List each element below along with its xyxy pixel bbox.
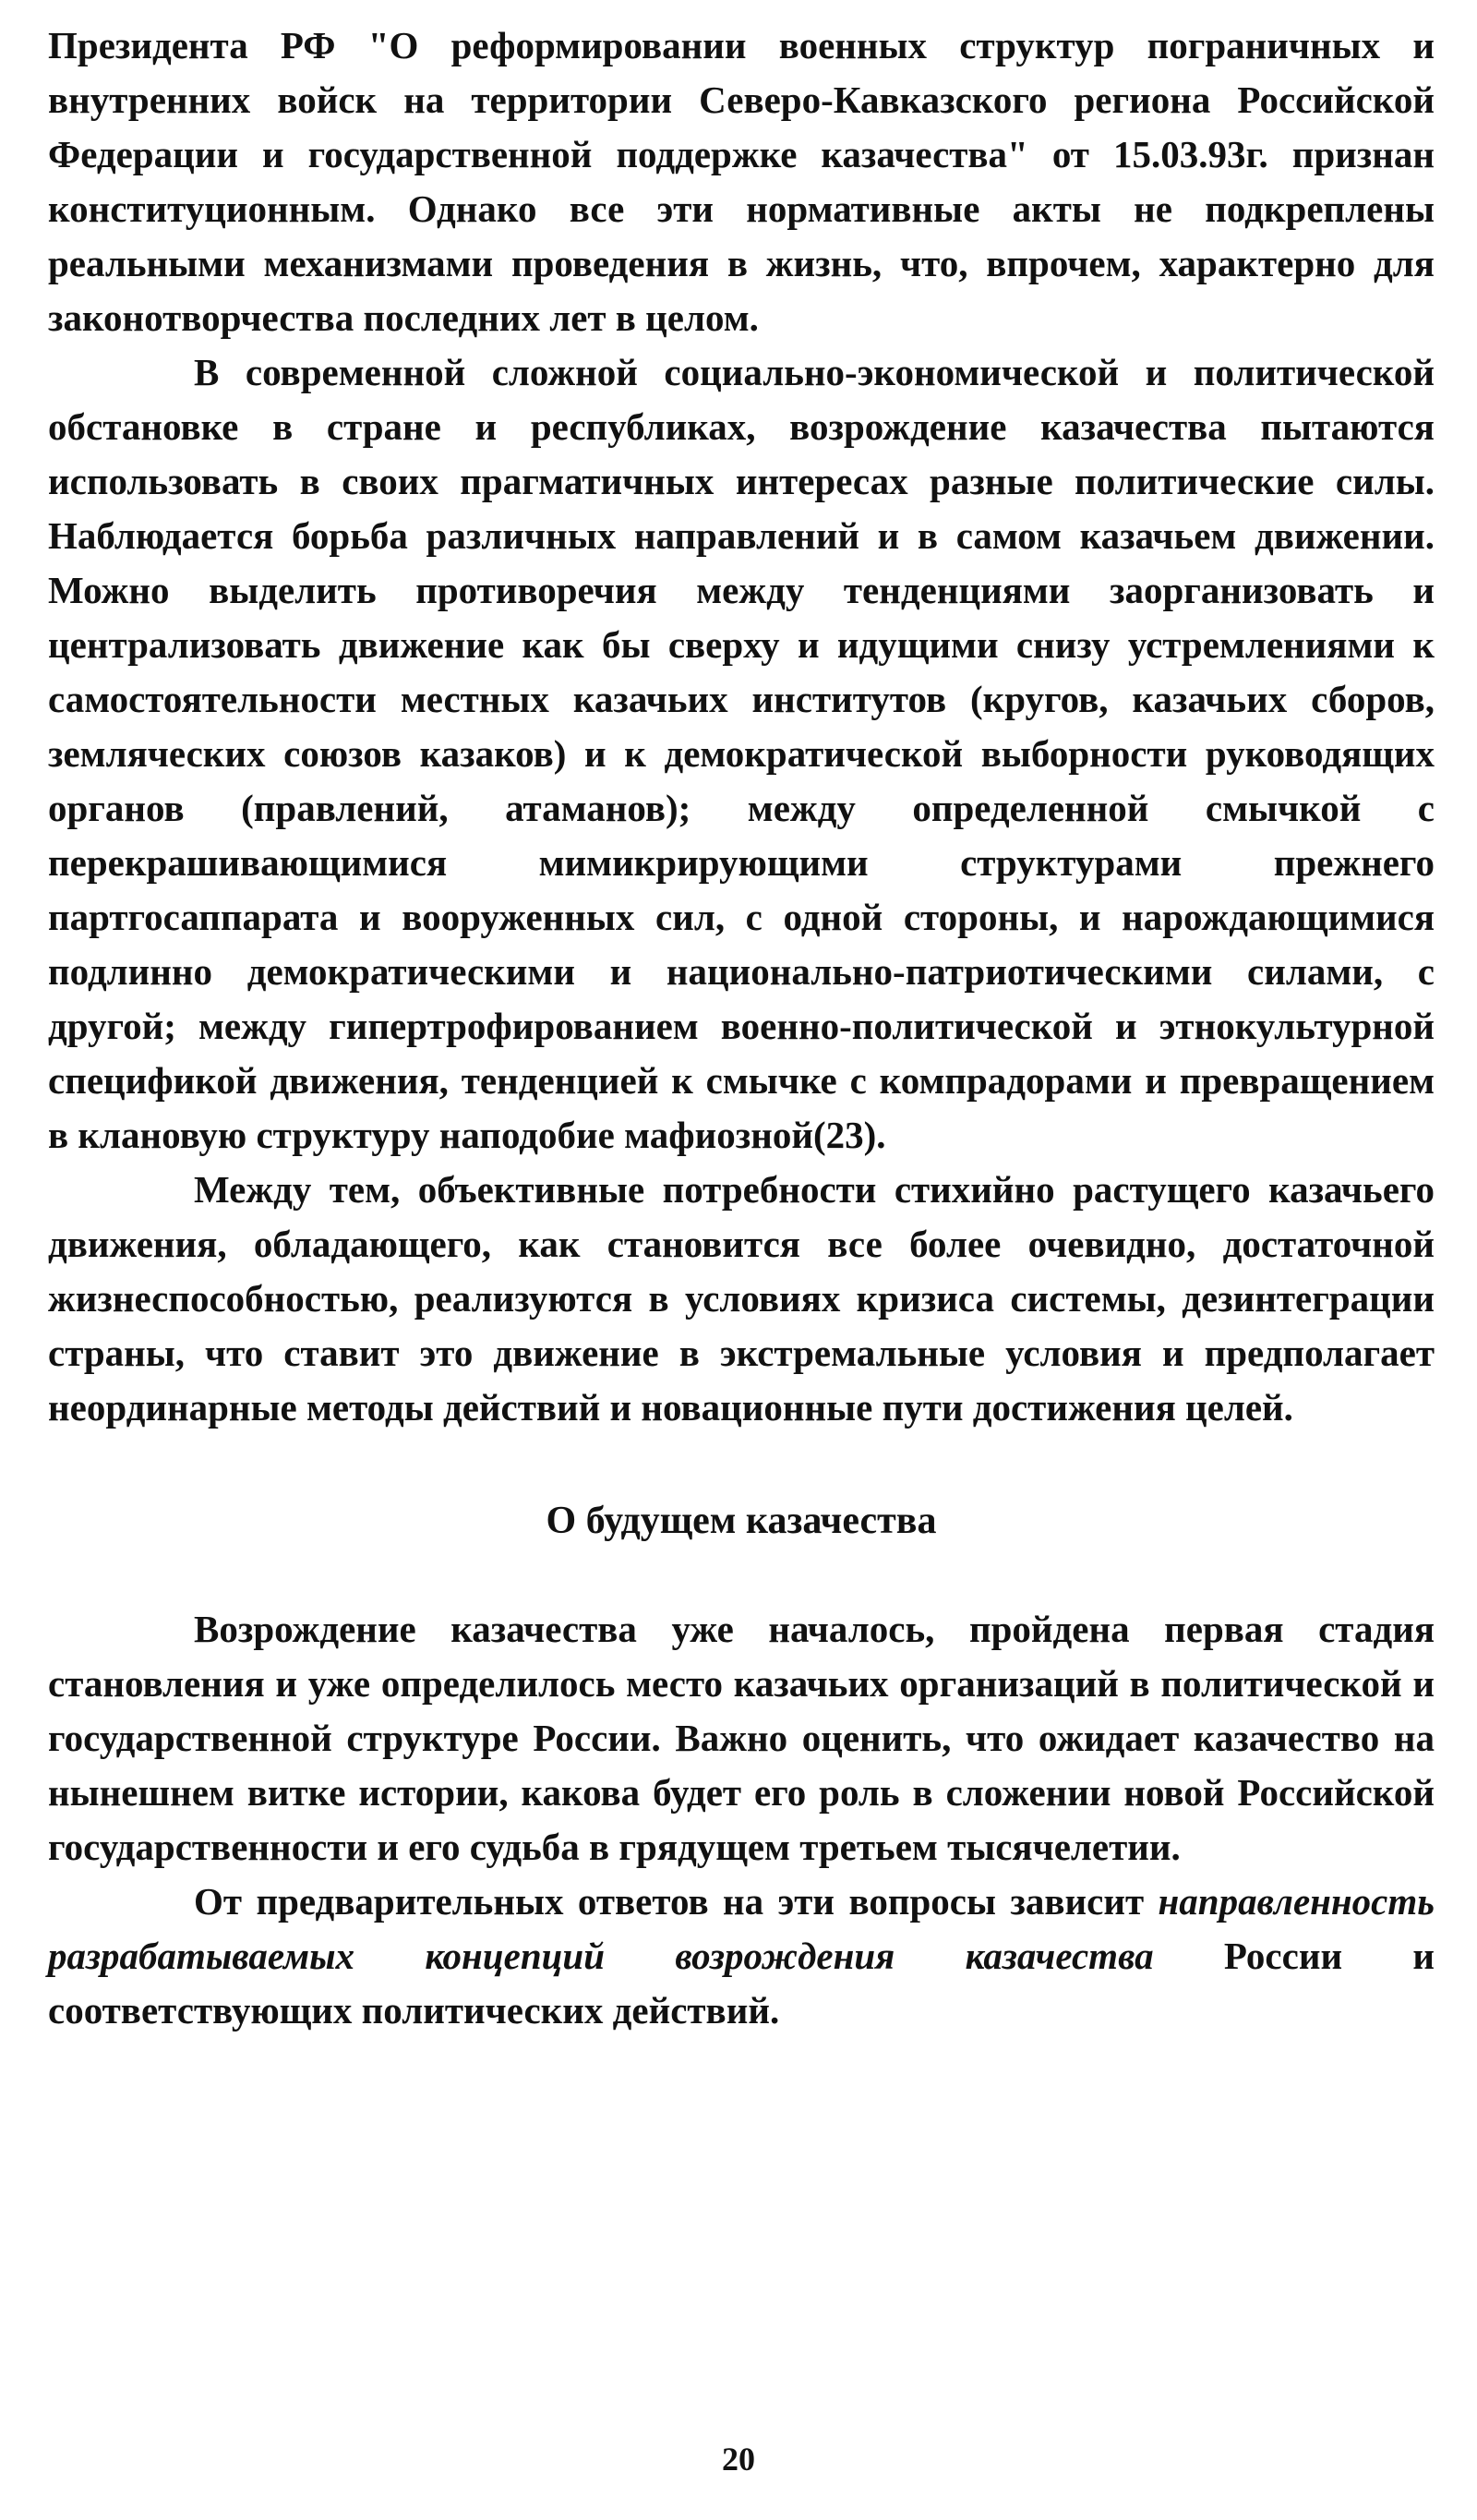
section-heading: О будущем казачества xyxy=(546,1500,937,1542)
document-page xyxy=(48,18,1435,2038)
paragraph-continuation: Президента РФ "О реформировании военных структур пограничных и внутренних войск на территории Северо-Кавказского региона Российской Федерации и государственной поддержке казачества" от 15.03.93г. признан конституционным. Однако все эти нормативные акты не подкреплены реальными механизмами проведения в жизнь, что, впрочем, характерно для законотворчества последних лет в целом. xyxy=(48,24,1435,339)
paragraph-answers xyxy=(48,1875,1435,2038)
page-number: 20 xyxy=(722,2441,755,2478)
paragraph-objective-needs: Между тем, объективные потребности стихийно растущего казачьего движения, обладающего, как становится все более очевидно, достаточной жизнеспособностью, реализуются в условиях кризиса системы, дезинтеграции страны, что ставит это движение в экстремальные условия и предполагает неординарные методы действий и новационные пути достижения целей. xyxy=(48,1168,1435,1429)
paragraph-answers-start: От предварительных ответов на эти вопросы зависит xyxy=(194,1880,1159,1923)
paragraph-answers-italic: направленность разрабатываемых концепций возрождения казачества xyxy=(48,1880,1435,1977)
spacer xyxy=(48,1435,1435,1494)
paragraph-revival-started: Возрождение казачества уже началось, пройдена первая стадия становления и уже определилось место казачьих организаций в политической и государственной структуре России. Важно оценить, что ожидает казачество на нынешнем витке истории, какова будет его роль в сложении новой Российской государственности и его судьба в грядущем третьем тысячелетии. xyxy=(48,1608,1435,1868)
spacer xyxy=(48,1549,1435,1602)
paragraph-answers-end: России и соответствующих политических действий. xyxy=(48,1935,1435,2032)
paragraph-modern-situation: В современной сложной социально-экономической и политической обстановке в стране и республиках, возрождение казачества пытаются использовать в своих прагматичных интересах разные политические силы. Наблюдается борьба различных направлений и в самом казачьем движении. Можно выделить противоречия между тенденциями заорганизовать и централизовать движение как бы сверху и идущими снизу устремлениями к самостоятельности местных казачьих институтов (кругов, казачьих сборов, земляческих союзов казаков) и к демократической выборности руководящих органов (правлений, атаманов); между определенной смычкой с перекрашивающимися мимикрирующими структурами прежнего партгосаппарата и вооруженных сил, с одной стороны, и нарождающимися подлинно демократическими и национально-патриотическими силами, с другой; между гипертрофированием военно-политической и этнокультурной спецификой движения, тенденцией к смычке с компрадорами и превращением в клановую структуру наподобие мафиозной(23). xyxy=(48,351,1435,1156)
